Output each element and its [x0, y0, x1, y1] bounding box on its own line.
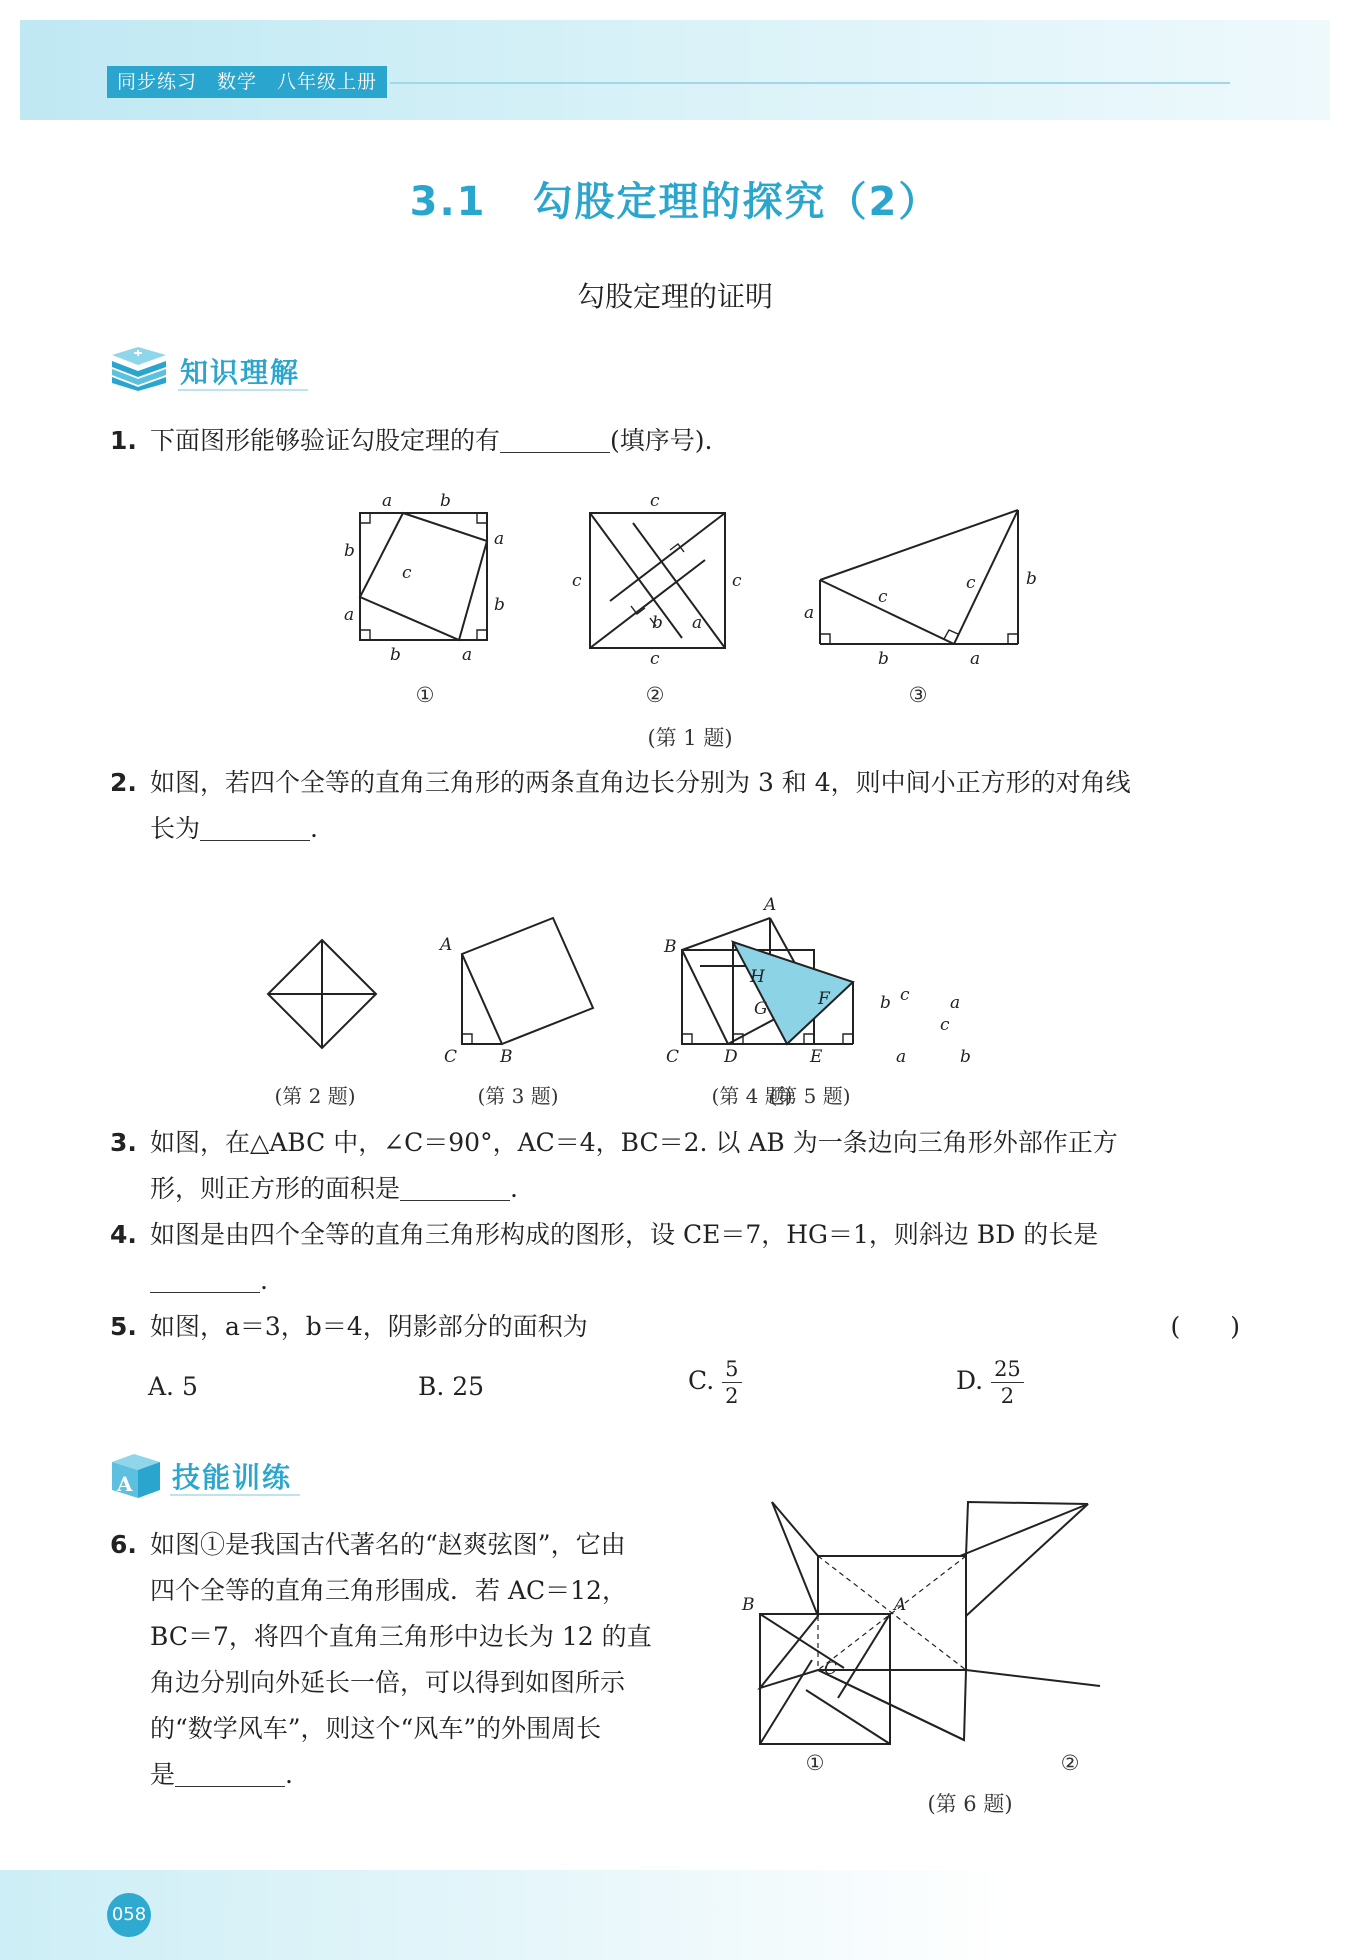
- section-underline: [178, 389, 308, 391]
- fig-q4-line: [682, 918, 770, 950]
- label-b: b: [494, 595, 505, 615]
- diagram-label-3: ③: [908, 683, 928, 707]
- choice-a[interactable]: A. 5: [148, 1372, 198, 1401]
- label-a: a: [344, 605, 355, 625]
- label-c: c: [572, 571, 582, 591]
- fraction: [722, 1356, 741, 1409]
- label-a: a: [462, 645, 473, 665]
- choice-d[interactable]: [956, 1356, 1024, 1409]
- point-label-A: A: [894, 1595, 907, 1615]
- punctuation: .: [510, 1174, 518, 1203]
- diagram-label-2: ②: [645, 683, 665, 707]
- lesson-title: [0, 170, 1350, 227]
- section-title-skills: 技能训练: [172, 1461, 293, 1494]
- question-text-line: 角边分别向外延长一倍，可以得到如图所示: [150, 1668, 626, 1697]
- figure-caption-q3: (第 3 题): [477, 1084, 559, 1108]
- point-label-A: A: [764, 895, 777, 915]
- label-a: a: [382, 491, 393, 511]
- figure-q1: [330, 488, 1050, 710]
- label-b: b: [440, 491, 451, 511]
- question-5: [110, 1304, 1240, 1350]
- point-label-B: B: [500, 1047, 513, 1067]
- stacked-books-icon: [108, 347, 170, 391]
- label-b: b: [390, 645, 401, 665]
- label-c: c: [402, 563, 412, 583]
- point-label-F: F: [818, 989, 830, 1009]
- zhao-shuang-square: [760, 1614, 890, 1744]
- label-c: c: [650, 491, 660, 511]
- answer-blank[interactable]: [500, 422, 610, 453]
- point-label-C: C: [444, 1047, 458, 1067]
- label-a: a: [970, 649, 981, 669]
- label-c: c: [966, 573, 976, 593]
- point-label-D: D: [724, 1047, 738, 1067]
- svg-text:A: A: [117, 1472, 133, 1496]
- windmill-arm: [760, 1616, 966, 1688]
- denominator: 2: [1000, 1384, 1015, 1408]
- fig-q5-shaded-triangle: [733, 942, 853, 1044]
- fig6-line: [760, 1660, 812, 1744]
- choice-c-label: C.: [688, 1366, 715, 1395]
- label-b: b: [878, 649, 889, 669]
- numerator: 5: [722, 1356, 741, 1383]
- question-number: 4.: [110, 1220, 137, 1249]
- denominator: 2: [725, 1384, 739, 1408]
- lesson-title-text: 勾股定理的探究（2）: [532, 179, 941, 225]
- fig1-outer-square: [360, 513, 487, 640]
- fig2-line: [633, 523, 725, 648]
- section-title-understanding: 知识理解: [180, 356, 301, 389]
- label-a: a: [692, 613, 703, 633]
- letter-a-cube-icon: [108, 1452, 164, 1498]
- fig1-inner-square: [360, 513, 487, 640]
- section-header-skills: [108, 1452, 408, 1496]
- question-text-end: (填序号).: [610, 426, 713, 455]
- question-text: 如图，在△ABC 中，∠C＝90°，AC＝4，BC＝2. 以 AB 为一条边向三角形外部作正方: [150, 1128, 1118, 1157]
- point-label-H: H: [750, 967, 765, 987]
- side-label-b: b: [960, 1047, 971, 1067]
- question-2: [110, 760, 1240, 852]
- punctuation: .: [310, 814, 318, 843]
- figure-q6: [740, 1490, 1210, 1780]
- point-label-B: B: [664, 937, 677, 957]
- fig3-line: [820, 510, 1018, 580]
- side-label-c: c: [940, 1015, 950, 1035]
- question-3: [110, 1120, 1240, 1212]
- fig-q3-square: [462, 918, 593, 1044]
- figure-caption-q1: (第 1 题): [647, 726, 733, 750]
- page-number: 058: [107, 1893, 151, 1937]
- point-label-B: B: [742, 1595, 755, 1615]
- side-label-a: a: [950, 993, 961, 1013]
- side-label-c: c: [900, 985, 910, 1005]
- diagram-label-1: ①: [805, 1751, 825, 1775]
- answer-parentheses[interactable]: ( ): [1170, 1312, 1240, 1341]
- choice-b[interactable]: B. 25: [418, 1372, 485, 1401]
- answer-blank[interactable]: [150, 1262, 260, 1293]
- question-text: 如图，a＝3，b＝4，阴影部分的面积为: [150, 1312, 588, 1341]
- windmill-arm: [966, 1556, 1100, 1686]
- label-c: c: [732, 571, 742, 591]
- question-text-line: 四个全等的直角三角形围成．若 AC＝12，: [150, 1576, 627, 1605]
- question-text-line2: 形，则正方形的面积是: [150, 1174, 401, 1203]
- windmill-arm: [760, 1556, 966, 1688]
- question-number: 6.: [110, 1530, 137, 1559]
- label-b: b: [344, 541, 355, 561]
- numerator: 25: [991, 1356, 1024, 1383]
- question-number: 2.: [110, 768, 137, 797]
- question-text-line: 如图①是我国古代著名的“赵爽弦图”，它由: [150, 1530, 626, 1559]
- question-text: 如图是由四个全等的直角三角形构成的图形，设 CE＝7，HG＝1，则斜边 BD 的长是: [150, 1220, 1099, 1249]
- question-text: 下面图形能够验证勾股定理的有: [150, 426, 501, 455]
- footer-band: [0, 1870, 1350, 1960]
- header-rule: [390, 82, 1230, 84]
- question-text-line: BC＝7，将四个直角三角形中边长为 12 的直: [150, 1622, 652, 1651]
- choice-d-label: D.: [956, 1366, 984, 1395]
- question-text-line: 是: [150, 1760, 176, 1789]
- diagram-label-1: ①: [415, 683, 435, 707]
- answer-blank[interactable]: [200, 810, 310, 841]
- question-number: 5.: [110, 1312, 137, 1341]
- punctuation: .: [260, 1266, 268, 1295]
- figure-caption-q2: (第 2 题): [274, 1084, 356, 1108]
- question-text-line2: 长为: [150, 814, 201, 843]
- figure-caption-q5: (第 5 题): [769, 1084, 851, 1108]
- section-header-understanding: [108, 347, 408, 391]
- question-4: [110, 1212, 1240, 1304]
- label-a: a: [494, 529, 505, 549]
- question-text-line: 的“数学风车”，则这个“风车”的外围周长: [150, 1714, 602, 1743]
- point-label-C: C: [666, 1047, 680, 1067]
- label-b: b: [1026, 569, 1037, 589]
- figure-caption-q6: (第 6 题): [927, 1792, 1013, 1816]
- figure-caption-q4: (第 4 题): [711, 1084, 793, 1108]
- point-label-A: A: [440, 935, 453, 955]
- point-label-E: E: [810, 1047, 823, 1067]
- question-text: 如图，若四个全等的直角三角形的两条直角边长分别为 3 和 4，则中间小正方形的对角线: [150, 768, 1131, 797]
- answer-blank[interactable]: [175, 1756, 285, 1787]
- figures-q2-q5: [240, 878, 1120, 1110]
- fig-q4-line: [682, 950, 728, 1044]
- fig2-line: [590, 513, 682, 638]
- choice-c[interactable]: [688, 1356, 742, 1409]
- point-label-G: G: [754, 999, 768, 1019]
- punctuation: .: [285, 1760, 293, 1789]
- question-number: 3.: [110, 1128, 137, 1157]
- side-label-b: b: [880, 993, 891, 1013]
- question-number: 1.: [110, 426, 137, 455]
- side-label-a: a: [896, 1047, 907, 1067]
- windmill-arm: [772, 1502, 818, 1616]
- fig6-line: [838, 1614, 890, 1698]
- fraction: [991, 1356, 1024, 1409]
- label-c: c: [878, 587, 888, 607]
- point-label-C: C: [824, 1659, 838, 1679]
- answer-blank[interactable]: [400, 1170, 510, 1201]
- section-underline: [170, 1494, 300, 1496]
- lesson-number: 3.1: [409, 179, 487, 225]
- question-1: [110, 418, 1240, 464]
- lesson-subtitle: 勾股定理的证明: [576, 280, 773, 313]
- label-c: c: [650, 649, 660, 669]
- label-b: b: [652, 613, 663, 633]
- book-series-tag: 同步练习 数学 八年级上册: [107, 66, 387, 98]
- label-a: a: [804, 603, 815, 623]
- question-6: [110, 1522, 730, 1798]
- diagram-label-2: ②: [1060, 1751, 1080, 1775]
- windmill-arm: [966, 1504, 1088, 1616]
